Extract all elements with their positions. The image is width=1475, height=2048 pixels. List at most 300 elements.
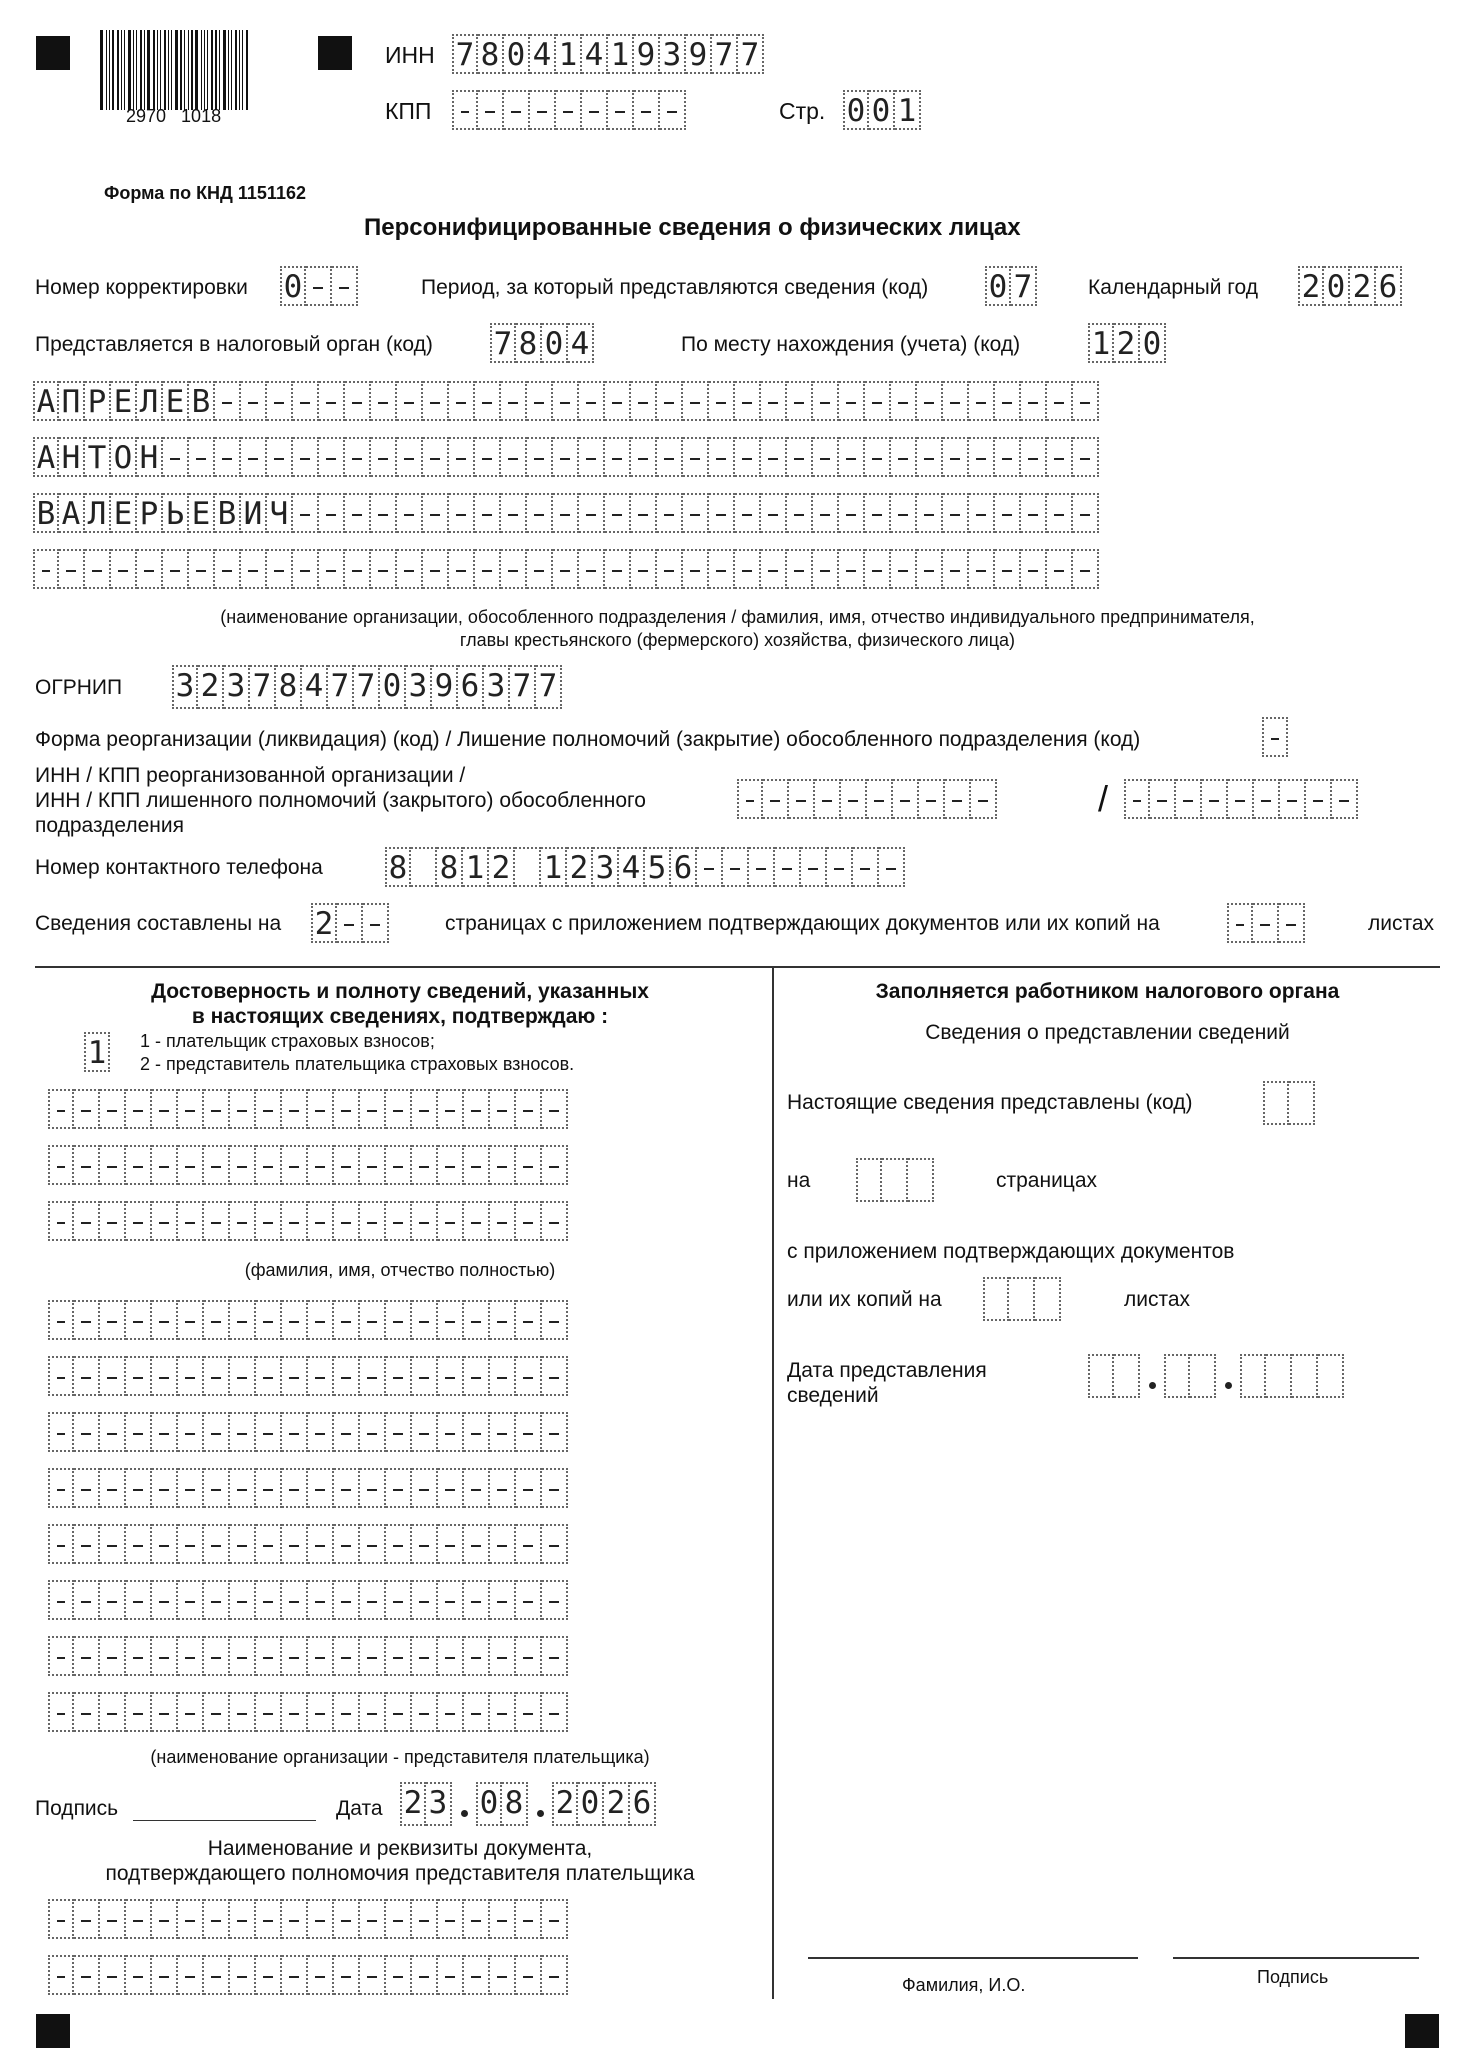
form-cell[interactable]	[163, 549, 189, 589]
form-cell[interactable]: В	[189, 381, 215, 421]
form-cell[interactable]	[813, 381, 839, 421]
right-date-cells[interactable]	[1088, 1354, 1344, 1398]
form-cell[interactable]: 3	[484, 665, 510, 709]
form-cell[interactable]	[995, 549, 1021, 589]
form-cell[interactable]	[464, 1089, 490, 1129]
form-cell[interactable]	[516, 1524, 542, 1564]
form-cell[interactable]	[475, 549, 501, 589]
form-cell[interactable]	[360, 1356, 386, 1396]
form-cell[interactable]	[334, 1300, 360, 1340]
form-cell[interactable]	[553, 493, 579, 533]
form-cell[interactable]	[995, 437, 1021, 477]
form-cell[interactable]: Е	[111, 381, 137, 421]
form-cell[interactable]	[1280, 779, 1306, 819]
form-cell[interactable]	[501, 437, 527, 477]
form-cell[interactable]	[256, 1468, 282, 1508]
form-cell[interactable]: В	[215, 493, 241, 533]
form-cell[interactable]: 2	[604, 1782, 630, 1826]
form-cell[interactable]	[464, 1692, 490, 1732]
form-cell[interactable]: 2	[1350, 266, 1376, 306]
form-cell[interactable]	[412, 1899, 438, 1939]
form-cell[interactable]	[100, 1300, 126, 1340]
signature-line[interactable]	[133, 1820, 316, 1821]
form-cell[interactable]	[709, 437, 735, 477]
form-cell[interactable]	[360, 1468, 386, 1508]
form-cell[interactable]: 0	[1324, 266, 1350, 306]
form-cell[interactable]	[178, 1201, 204, 1241]
form-cell[interactable]: Ь	[163, 493, 189, 533]
form-cell[interactable]	[917, 381, 943, 421]
form-cell[interactable]	[1009, 1277, 1035, 1321]
form-cell[interactable]	[386, 1356, 412, 1396]
form-cell[interactable]	[126, 1412, 152, 1452]
form-cell[interactable]	[438, 1089, 464, 1129]
form-cell[interactable]: 0	[578, 1782, 604, 1826]
form-cell[interactable]	[542, 1955, 568, 1995]
form-cell[interactable]	[334, 1412, 360, 1452]
form-cell[interactable]: 7	[536, 665, 562, 709]
form-cell[interactable]	[839, 493, 865, 533]
form-cell[interactable]: 7	[712, 34, 738, 74]
form-cell[interactable]	[865, 549, 891, 589]
form-cell[interactable]	[475, 493, 501, 533]
form-cell[interactable]	[490, 1580, 516, 1620]
form-cell[interactable]	[152, 1300, 178, 1340]
form-cell[interactable]	[893, 779, 919, 819]
form-cell[interactable]	[241, 381, 267, 421]
form-cell[interactable]	[608, 90, 634, 130]
correction-cells[interactable]	[280, 266, 358, 306]
ogrnip-cells[interactable]	[172, 665, 562, 705]
form-cell[interactable]	[360, 1636, 386, 1676]
date-cells[interactable]	[400, 1782, 656, 1826]
form-cell[interactable]	[126, 1636, 152, 1676]
form-cell[interactable]	[241, 549, 267, 589]
form-cell[interactable]: 1	[608, 34, 634, 74]
form-cell[interactable]	[697, 847, 723, 887]
form-cell[interactable]	[464, 1899, 490, 1939]
form-cell[interactable]	[1021, 493, 1047, 533]
form-cell[interactable]: И	[241, 493, 267, 533]
form-cell[interactable]	[256, 1145, 282, 1185]
form-cell[interactable]	[501, 381, 527, 421]
period-cells[interactable]	[985, 266, 1037, 306]
form-cell[interactable]	[319, 493, 345, 533]
form-cell[interactable]: 0	[280, 266, 306, 306]
form-cell[interactable]	[709, 549, 735, 589]
form-cell[interactable]	[787, 493, 813, 533]
form-cell[interactable]	[761, 493, 787, 533]
form-cell[interactable]	[908, 1158, 934, 1202]
form-cell[interactable]	[74, 1468, 100, 1508]
signer-code-cell[interactable]	[84, 1032, 110, 1072]
name-line-4[interactable]	[33, 549, 1099, 589]
form-cell[interactable]: А	[33, 381, 59, 421]
form-cell[interactable]: 3	[426, 1782, 452, 1826]
form-cell[interactable]	[204, 1636, 230, 1676]
form-cell[interactable]: 1	[1088, 323, 1114, 363]
form-cell[interactable]	[230, 1145, 256, 1185]
form-cell[interactable]	[178, 1145, 204, 1185]
form-cell[interactable]	[657, 381, 683, 421]
form-cell[interactable]	[48, 1955, 74, 1995]
form-cell[interactable]	[490, 1524, 516, 1564]
tax-office-cells[interactable]	[490, 323, 594, 363]
form-cell[interactable]: 7	[328, 665, 354, 709]
form-cell[interactable]	[360, 1692, 386, 1732]
form-cell[interactable]	[412, 1580, 438, 1620]
form-cell[interactable]	[657, 437, 683, 477]
form-cell[interactable]	[126, 1356, 152, 1396]
form-cell[interactable]: 0	[380, 665, 406, 709]
form-cell[interactable]	[360, 1955, 386, 1995]
form-cell[interactable]	[1035, 1277, 1061, 1321]
phone-cells[interactable]	[385, 847, 905, 887]
form-cell[interactable]	[111, 549, 137, 589]
form-cell[interactable]	[504, 90, 530, 130]
date-day-cells[interactable]	[400, 1782, 452, 1822]
form-cell[interactable]	[527, 437, 553, 477]
form-cell[interactable]	[605, 493, 631, 533]
form-cell[interactable]	[516, 1356, 542, 1396]
form-cell[interactable]	[282, 1412, 308, 1452]
form-cell[interactable]	[256, 1580, 282, 1620]
form-cell[interactable]	[501, 549, 527, 589]
form-cell[interactable]	[775, 847, 801, 887]
form-cell[interactable]	[542, 1636, 568, 1676]
form-cell[interactable]	[438, 1692, 464, 1732]
form-cell[interactable]	[397, 381, 423, 421]
form-cell[interactable]	[256, 1955, 282, 1995]
form-cell[interactable]	[215, 437, 241, 477]
form-cell[interactable]	[943, 493, 969, 533]
form-cell[interactable]	[516, 1692, 542, 1732]
form-cell[interactable]: Е	[189, 493, 215, 533]
form-cell[interactable]	[556, 90, 582, 130]
form-cell[interactable]: 7	[452, 34, 478, 74]
form-cell[interactable]: А	[59, 493, 85, 533]
form-cell[interactable]	[412, 1145, 438, 1185]
location-cells[interactable]	[1088, 323, 1166, 363]
form-cell[interactable]	[1228, 779, 1254, 819]
form-cell[interactable]	[438, 1580, 464, 1620]
form-cell[interactable]	[48, 1468, 74, 1508]
form-cell[interactable]	[397, 493, 423, 533]
form-cell[interactable]: 8	[276, 665, 302, 709]
form-cell[interactable]	[943, 549, 969, 589]
name-line-3[interactable]	[33, 493, 1099, 533]
form-cell[interactable]	[449, 549, 475, 589]
form-cell[interactable]	[464, 1468, 490, 1508]
form-cell[interactable]: 2	[1114, 323, 1140, 363]
form-cell[interactable]	[282, 1300, 308, 1340]
form-cell[interactable]	[579, 381, 605, 421]
form-cell[interactable]	[891, 549, 917, 589]
form-cell[interactable]	[189, 549, 215, 589]
form-cell[interactable]	[542, 1356, 568, 1396]
form-cell[interactable]	[137, 549, 163, 589]
form-cell[interactable]: Н	[137, 437, 163, 477]
form-cell[interactable]	[345, 437, 371, 477]
form-cell[interactable]: 3	[660, 34, 686, 74]
form-cell[interactable]: 8	[502, 1782, 528, 1826]
form-cell[interactable]: 7	[490, 323, 516, 363]
sheets-cells[interactable]	[1227, 903, 1305, 943]
form-cell[interactable]	[516, 1636, 542, 1676]
form-cell[interactable]	[853, 847, 879, 887]
form-cell[interactable]	[74, 1145, 100, 1185]
form-cell[interactable]	[48, 1089, 74, 1129]
form-cell[interactable]	[100, 1899, 126, 1939]
form-cell[interactable]: 1	[541, 847, 567, 887]
form-cell[interactable]	[360, 1300, 386, 1340]
form-cell[interactable]: 0	[1140, 323, 1166, 363]
form-cell[interactable]	[516, 1580, 542, 1620]
form-cell[interactable]	[542, 1089, 568, 1129]
name-line-2[interactable]	[33, 437, 1099, 477]
form-cell[interactable]: 9	[634, 34, 660, 74]
form-cell[interactable]	[464, 1201, 490, 1241]
form-cell[interactable]	[386, 1899, 412, 1939]
form-cell[interactable]	[709, 493, 735, 533]
form-cell[interactable]	[813, 437, 839, 477]
form-cell[interactable]	[475, 381, 501, 421]
form-cell[interactable]	[1124, 779, 1150, 819]
right-date-year-cells[interactable]	[1240, 1354, 1344, 1394]
form-cell[interactable]	[527, 381, 553, 421]
form-cell[interactable]	[438, 1955, 464, 1995]
form-cell[interactable]	[360, 1580, 386, 1620]
form-cell[interactable]	[683, 381, 709, 421]
form-cell[interactable]	[490, 1201, 516, 1241]
form-cell[interactable]	[204, 1692, 230, 1732]
form-cell[interactable]	[516, 1300, 542, 1340]
form-cell[interactable]	[152, 1955, 178, 1995]
form-cell[interactable]	[438, 1468, 464, 1508]
form-cell[interactable]: Ч	[267, 493, 293, 533]
form-cell[interactable]	[449, 437, 475, 477]
form-cell[interactable]	[204, 1580, 230, 1620]
form-cell[interactable]: 4	[619, 847, 645, 887]
form-cell[interactable]	[48, 1899, 74, 1939]
form-cell[interactable]	[515, 847, 541, 887]
form-cell[interactable]	[735, 549, 761, 589]
form-cell[interactable]	[516, 1145, 542, 1185]
form-cell[interactable]: П	[59, 381, 85, 421]
form-cell[interactable]	[464, 1955, 490, 1995]
form-cell[interactable]	[308, 1412, 334, 1452]
form-cell[interactable]	[423, 549, 449, 589]
form-cell[interactable]	[1262, 717, 1288, 757]
form-cell[interactable]	[308, 1356, 334, 1396]
form-cell[interactable]	[735, 493, 761, 533]
form-cell[interactable]	[1047, 493, 1073, 533]
form-cell[interactable]	[1114, 1354, 1140, 1398]
form-cell[interactable]: 2	[1298, 266, 1324, 306]
form-cell[interactable]	[178, 1356, 204, 1396]
form-cell[interactable]	[204, 1089, 230, 1129]
form-cell[interactable]	[856, 1158, 882, 1202]
form-cell[interactable]	[126, 1145, 152, 1185]
form-cell[interactable]	[74, 1899, 100, 1939]
form-cell[interactable]: 1	[463, 847, 489, 887]
form-cell[interactable]: 8	[478, 34, 504, 74]
form-cell[interactable]: Е	[111, 493, 137, 533]
form-cell[interactable]	[230, 1524, 256, 1564]
form-cell[interactable]	[891, 493, 917, 533]
form-cell[interactable]	[100, 1580, 126, 1620]
form-cell[interactable]	[1073, 549, 1099, 589]
reorg-kpp-cells[interactable]	[1124, 779, 1358, 819]
form-cell[interactable]	[126, 1468, 152, 1508]
form-cell[interactable]: 2	[400, 1782, 426, 1826]
form-cell[interactable]	[411, 847, 437, 887]
form-cell[interactable]	[256, 1201, 282, 1241]
form-cell[interactable]	[490, 1412, 516, 1452]
form-cell[interactable]	[204, 1201, 230, 1241]
form-cell[interactable]	[386, 1692, 412, 1732]
form-cell[interactable]	[332, 266, 358, 306]
form-cell[interactable]	[293, 437, 319, 477]
form-cell[interactable]	[345, 493, 371, 533]
form-cell[interactable]: 4	[568, 323, 594, 363]
pages-cells[interactable]	[311, 903, 389, 943]
form-cell[interactable]	[1047, 437, 1073, 477]
date-year-cells[interactable]	[552, 1782, 656, 1822]
form-cell[interactable]	[763, 779, 789, 819]
form-cell[interactable]	[126, 1524, 152, 1564]
form-cell[interactable]: В	[33, 493, 59, 533]
form-cell[interactable]	[48, 1636, 74, 1676]
form-cell[interactable]	[397, 549, 423, 589]
form-cell[interactable]	[308, 1899, 334, 1939]
date-month-cells[interactable]	[476, 1782, 528, 1822]
form-cell[interactable]	[660, 90, 686, 130]
form-cell[interactable]	[464, 1636, 490, 1676]
form-cell[interactable]	[308, 1580, 334, 1620]
form-cell[interactable]: Л	[137, 381, 163, 421]
form-cell[interactable]	[490, 1089, 516, 1129]
form-cell[interactable]	[412, 1089, 438, 1129]
form-cell[interactable]	[683, 437, 709, 477]
form-cell[interactable]	[1150, 779, 1176, 819]
reorg-inn-cells[interactable]	[737, 779, 997, 819]
form-cell[interactable]	[464, 1580, 490, 1620]
form-cell[interactable]: 2	[311, 903, 337, 943]
form-cell[interactable]: 6	[630, 1782, 656, 1826]
form-cell[interactable]	[152, 1580, 178, 1620]
form-cell[interactable]	[48, 1356, 74, 1396]
form-cell[interactable]	[230, 1201, 256, 1241]
form-cell[interactable]	[100, 1955, 126, 1995]
form-cell[interactable]	[542, 1580, 568, 1620]
form-cell[interactable]	[230, 1468, 256, 1508]
form-cell[interactable]	[386, 1524, 412, 1564]
form-cell[interactable]	[582, 90, 608, 130]
form-cell[interactable]	[657, 493, 683, 533]
form-cell[interactable]	[789, 779, 815, 819]
form-cell[interactable]	[412, 1692, 438, 1732]
form-cell[interactable]	[178, 1412, 204, 1452]
form-cell[interactable]: 2	[489, 847, 515, 887]
org-line-6[interactable]	[48, 1580, 568, 1620]
form-cell[interactable]	[501, 493, 527, 533]
form-cell[interactable]	[204, 1356, 230, 1396]
form-cell[interactable]	[282, 1356, 308, 1396]
form-cell[interactable]: 7	[250, 665, 276, 709]
form-cell[interactable]	[308, 1468, 334, 1508]
form-cell[interactable]	[256, 1899, 282, 1939]
doc-line-2[interactable]	[48, 1955, 568, 1995]
form-cell[interactable]	[813, 493, 839, 533]
form-cell[interactable]: Р	[85, 381, 111, 421]
form-cell[interactable]	[579, 437, 605, 477]
form-cell[interactable]	[74, 1580, 100, 1620]
form-cell[interactable]	[371, 549, 397, 589]
form-cell[interactable]: 2	[567, 847, 593, 887]
form-cell[interactable]	[59, 549, 85, 589]
form-cell[interactable]: 0	[476, 1782, 502, 1826]
form-cell[interactable]	[308, 1300, 334, 1340]
form-cell[interactable]	[1240, 1354, 1266, 1398]
form-cell[interactable]	[371, 381, 397, 421]
org-line-3[interactable]	[48, 1412, 568, 1452]
inn-cells[interactable]	[452, 34, 764, 74]
form-cell[interactable]	[126, 1692, 152, 1732]
form-cell[interactable]	[152, 1089, 178, 1129]
form-cell[interactable]	[1263, 1081, 1289, 1125]
form-cell[interactable]	[631, 381, 657, 421]
form-cell[interactable]: 0	[542, 323, 568, 363]
form-cell[interactable]	[1190, 1354, 1216, 1398]
form-cell[interactable]	[631, 437, 657, 477]
form-cell[interactable]	[345, 381, 371, 421]
kpp-cells[interactable]	[452, 90, 686, 130]
form-cell[interactable]	[839, 437, 865, 477]
form-cell[interactable]	[1289, 1081, 1315, 1125]
form-cell[interactable]	[995, 381, 1021, 421]
form-cell[interactable]	[865, 381, 891, 421]
form-cell[interactable]	[319, 549, 345, 589]
fio-line-3[interactable]	[48, 1201, 568, 1241]
form-cell[interactable]	[308, 1524, 334, 1564]
form-cell[interactable]: 9	[686, 34, 712, 74]
org-line-8[interactable]	[48, 1692, 568, 1732]
form-cell[interactable]	[490, 1356, 516, 1396]
form-cell[interactable]	[1306, 779, 1332, 819]
form-cell[interactable]: 7	[354, 665, 380, 709]
form-cell[interactable]	[204, 1300, 230, 1340]
form-cell[interactable]	[178, 1636, 204, 1676]
form-cell[interactable]	[48, 1145, 74, 1185]
form-cell[interactable]	[490, 1955, 516, 1995]
form-cell[interactable]	[178, 1955, 204, 1995]
form-cell[interactable]	[319, 381, 345, 421]
form-cell[interactable]	[579, 493, 605, 533]
form-cell[interactable]	[230, 1636, 256, 1676]
form-cell[interactable]	[1318, 1354, 1344, 1398]
form-cell[interactable]	[74, 1089, 100, 1129]
form-cell[interactable]	[100, 1089, 126, 1129]
form-cell[interactable]	[360, 1145, 386, 1185]
form-cell[interactable]	[490, 1636, 516, 1676]
form-cell[interactable]	[542, 1899, 568, 1939]
form-cell[interactable]	[100, 1524, 126, 1564]
form-cell[interactable]	[126, 1580, 152, 1620]
form-cell[interactable]	[553, 549, 579, 589]
form-cell[interactable]: 0	[843, 90, 869, 130]
form-cell[interactable]	[516, 1089, 542, 1129]
